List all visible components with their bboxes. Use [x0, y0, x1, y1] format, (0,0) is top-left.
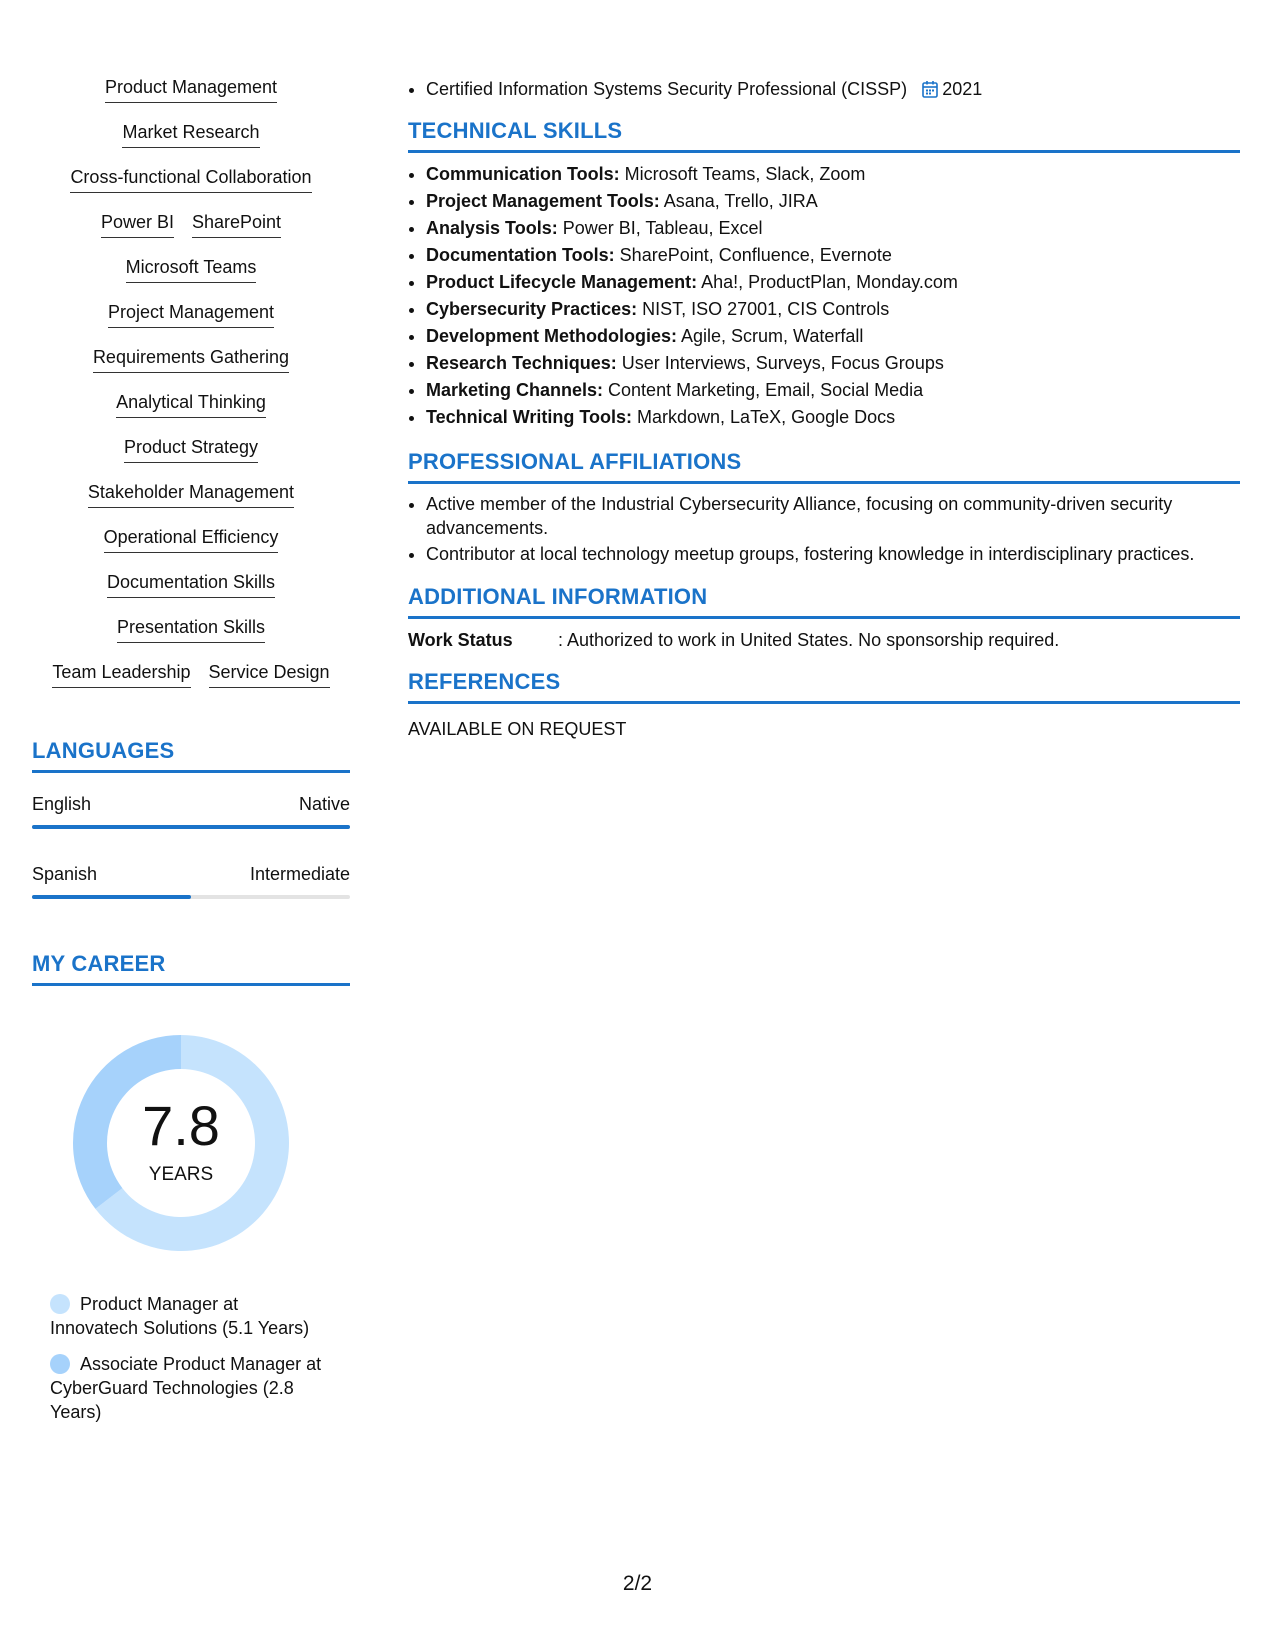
skill-tag: Stakeholder Management: [88, 481, 294, 508]
skill-tag: Team Leadership: [52, 661, 190, 688]
language-header: [32, 863, 350, 885]
career-total-years: 7.8: [142, 1094, 220, 1157]
certification-year: 2021: [942, 79, 983, 99]
language-level-fill: [32, 825, 350, 829]
skill-row: [117, 616, 265, 661]
skill-row: [70, 166, 311, 211]
technical-skill-item: [426, 323, 1240, 350]
career-section: [32, 951, 350, 1424]
technical-skill-item: [426, 215, 1240, 242]
affiliations-section: [408, 449, 1240, 566]
technical-skills-section: [408, 118, 1240, 431]
language-header: [32, 793, 350, 815]
affiliation-item: • Active member of the Industrial Cybersecurity Alliance, focusing on community-driven security advancements.: [426, 492, 1240, 540]
career-legend-label: Product Manager at Innovatech Solutions (5.1 Years): [50, 1294, 310, 1338]
certification-item: [426, 76, 1240, 106]
skill-tag: Project Management: [108, 301, 274, 328]
technical-skill-category: Project Management Tools:: [426, 191, 660, 211]
technical-skill-item: [426, 296, 1240, 323]
technical-skill-item: [426, 161, 1240, 188]
donut-center: [66, 1028, 296, 1258]
skills-list: [32, 76, 350, 706]
main-content: [408, 76, 1240, 740]
skill-tag: Service Design: [209, 661, 330, 688]
skill-row: [104, 526, 279, 571]
technical-skill-category: Development Methodologies:: [426, 326, 678, 346]
additional-info-section: [408, 584, 1240, 651]
technical-skill-item: [426, 269, 1240, 296]
certification-name: Certified Information Systems Security Professional (CISSP): [426, 79, 908, 99]
skill-tag: Cross-functional Collaboration: [70, 166, 311, 193]
language-level-fill: [32, 895, 191, 899]
languages-title: LANGUAGES: [32, 738, 350, 773]
certification-list: [408, 76, 1240, 106]
technical-skill-values: Asana, Trello, JIRA: [659, 191, 818, 211]
technical-skill-category: Analysis Tools:: [426, 218, 558, 238]
references-text: AVAILABLE ON REQUEST: [408, 719, 627, 739]
technical-skill-category: Communication Tools:: [426, 164, 620, 184]
language-level-bar: [32, 895, 350, 899]
references-section: [408, 669, 1240, 740]
technical-skill-category: Documentation Tools:: [426, 245, 615, 265]
work-status-label: Work Status: [408, 630, 513, 650]
technical-skill-values: Aha!, ProductPlan, Monday.com: [697, 272, 958, 292]
technical-skills-title: TECHNICAL SKILLS: [408, 118, 1240, 153]
language-name: Spanish: [32, 864, 98, 884]
technical-skill-item: [426, 350, 1240, 377]
technical-skill-category: Marketing Channels:: [426, 380, 604, 400]
technical-skill-item: [426, 242, 1240, 269]
skill-tag: SharePoint: [192, 211, 281, 238]
skill-tag: Requirements Gathering: [93, 346, 289, 373]
additional-info-title: ADDITIONAL INFORMATION: [408, 584, 1240, 619]
language-level: Native: [298, 794, 350, 814]
career-donut: [66, 1028, 296, 1258]
technical-skill-values: Agile, Scrum, Waterfall: [677, 326, 864, 346]
technical-skill-values: NIST, ISO 27001, CIS Controls: [637, 299, 890, 319]
references-title: REFERENCES: [408, 669, 1240, 704]
skill-tag: Presentation Skills: [117, 616, 265, 643]
career-title: MY CAREER: [32, 951, 350, 986]
technical-skill-category: Cybersecurity Practices:: [426, 299, 638, 319]
skill-tag: Microsoft Teams: [126, 256, 257, 283]
skill-tag: Power BI: [101, 211, 174, 238]
affiliations-title: PROFESSIONAL AFFILIATIONS: [408, 449, 1240, 484]
languages-section: [32, 738, 350, 899]
career-years-unit: YEARS: [148, 1164, 214, 1185]
career-legend-item: [50, 1352, 330, 1424]
skill-row: [88, 481, 294, 526]
technical-skill-values: Content Marketing, Email, Social Media: [603, 380, 924, 400]
skill-row: [107, 571, 275, 616]
skill-row: [101, 211, 281, 256]
language-item: [32, 863, 350, 899]
technical-skill-category: Research Techniques:: [426, 353, 617, 373]
technical-skill-item: [426, 377, 1240, 404]
skill-row: [116, 391, 266, 436]
language-item: [32, 793, 350, 829]
skill-row: [108, 301, 274, 346]
technical-skill-values: User Interviews, Surveys, Focus Groups: [616, 353, 944, 373]
affiliation-item: • Contributor at local technology meetup groups, fostering knowledge in interdisciplinary practices.: [426, 542, 1240, 566]
technical-skill-category: Product Lifecycle Management:: [426, 272, 698, 292]
work-status-row: [408, 629, 1240, 651]
technical-skills-list: [408, 161, 1240, 431]
skill-row: [122, 121, 259, 166]
work-status-value: : Authorized to work in United States. No sponsorship required.: [558, 630, 1060, 650]
skill-row: [93, 346, 289, 391]
skill-row: [52, 661, 329, 706]
certification-date: [922, 79, 982, 99]
technical-skill-values: Markdown, LaTeX, Google Docs: [632, 407, 896, 427]
skill-tag: Analytical Thinking: [116, 391, 266, 418]
affiliations-list: [408, 492, 1240, 566]
languages-list: [32, 793, 350, 899]
language-name: English: [32, 794, 92, 814]
career-legend: [50, 1292, 330, 1424]
technical-skill-values: Microsoft Teams, Slack, Zoom: [619, 164, 866, 184]
legend-dot: [50, 1354, 70, 1374]
technical-skill-item: [426, 404, 1240, 431]
language-level-bar: [32, 825, 350, 829]
skill-row: [124, 436, 258, 481]
language-level: Intermediate: [249, 864, 350, 884]
career-legend-label: Associate Product Manager at CyberGuard Technologies (2.8 Years): [50, 1354, 322, 1422]
legend-dot: [50, 1294, 70, 1314]
technical-skill-values: Power BI, Tableau, Excel: [557, 218, 763, 238]
page-number: 2/2: [622, 1572, 653, 1595]
technical-skill-item: [426, 188, 1240, 215]
calendar-icon: [922, 79, 938, 106]
skill-row: [105, 76, 277, 121]
sidebar: [32, 76, 350, 1436]
skill-tag: Market Research: [122, 121, 259, 148]
technical-skill-category: Technical Writing Tools:: [426, 407, 633, 427]
skill-row: [126, 256, 257, 301]
technical-skill-values: SharePoint, Confluence, Evernote: [614, 245, 892, 265]
skill-tag: Operational Efficiency: [104, 526, 279, 553]
skill-tag: Product Strategy: [124, 436, 258, 463]
skill-tag: Documentation Skills: [107, 571, 275, 598]
skill-tag: Product Management: [105, 76, 277, 103]
career-legend-item: [50, 1292, 330, 1340]
